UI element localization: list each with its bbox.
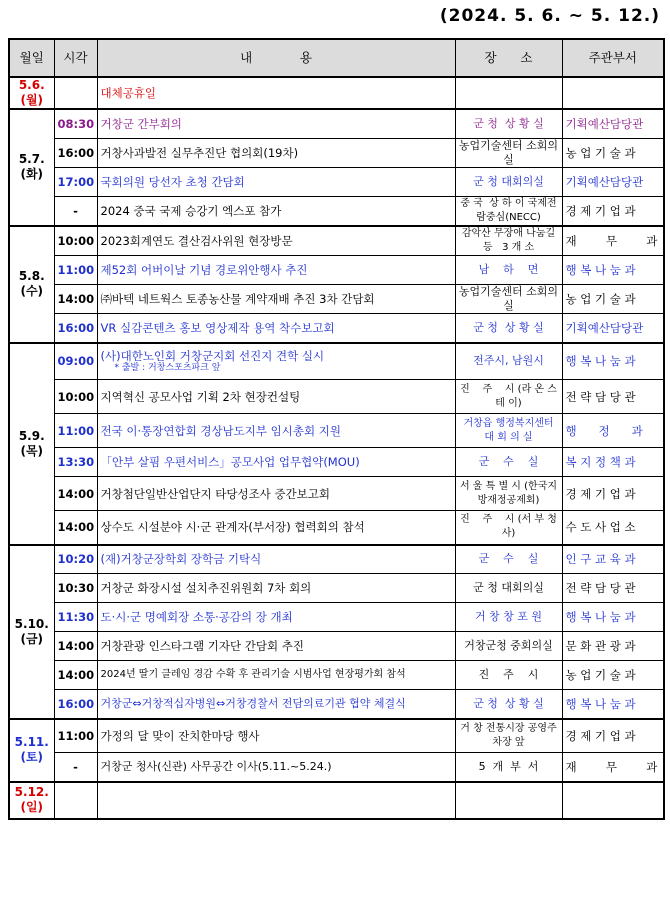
event-title: 거창군 간부회의 (100, 116, 182, 131)
table-row (9, 256, 664, 285)
event-title: VR 실감콘텐츠 홍보 영상제작 용역 착수보고회 (100, 320, 335, 335)
event-time: 09:00 (54, 343, 97, 380)
event-place: 5 개 부 서 (455, 753, 562, 782)
event-title: 대체공휴일 (100, 86, 157, 100)
event-place (455, 782, 562, 819)
event-title: 가정의 달 맞이 잔치한마당 행사 (100, 728, 260, 743)
table-row (9, 77, 664, 109)
event-department: 기획예산담당관 (562, 314, 664, 343)
event-place: 거 창 창 포 원 (455, 603, 562, 632)
event-content (97, 380, 455, 414)
event-place: 군 청 상 황 실 (455, 109, 562, 138)
event-content (97, 511, 455, 545)
table-row (9, 414, 664, 448)
event-content (97, 285, 455, 314)
event-place: 진 주 시 (서 부 청 사) (455, 511, 562, 545)
table-row (9, 690, 664, 719)
day-date: 5.6. (18, 78, 45, 92)
event-time: 11:00 (54, 414, 97, 448)
event-place: 남 하 면 (455, 256, 562, 285)
event-title: ㈜바텍 네트웍스 토종농산물 계약재배 추진 3차 간담회 (100, 292, 375, 306)
event-time: 14:00 (54, 632, 97, 661)
day-weekday: (목) (20, 443, 44, 458)
event-department: 수 도 사 업 소 (562, 511, 664, 545)
event-content (97, 661, 455, 690)
event-place: 거창읍 행정복지센터 대 회 의 실 (455, 414, 562, 448)
header-place: 장 소 (455, 39, 562, 77)
event-content (97, 343, 455, 380)
event-place: 거창군청 중회의실 (455, 632, 562, 661)
event-content (97, 574, 455, 603)
table-row (9, 314, 664, 343)
day-date: 5.10. (14, 616, 49, 631)
day-date: 5.8. (18, 269, 45, 283)
event-department: 행 복 나 눔 과 (562, 256, 664, 285)
event-department: 경 제 기 업 과 (562, 719, 664, 753)
event-department: 복 지 정 책 과 (562, 448, 664, 477)
event-content (97, 782, 455, 819)
table-row (9, 138, 664, 167)
day-date-cell (9, 77, 54, 109)
table-row (9, 380, 664, 414)
header-content: 내 용 (97, 39, 455, 77)
event-time: 10:20 (54, 545, 97, 574)
event-time: - (54, 196, 97, 226)
event-title: 제52회 어버이날 기념 경로위안행사 추진 (100, 263, 308, 277)
event-department: 인 구 교 육 과 (562, 545, 664, 574)
event-title: 2024년 딸기 클레임 경감 수확 후 관리기술 시범사업 현장평가회 참석 (100, 669, 406, 680)
day-date-cell (9, 109, 54, 226)
day-weekday: (화) (20, 167, 44, 182)
event-title: 거창군 청사(신관) 사무공간 이사(5.11.~5.24.) (100, 759, 332, 773)
event-time: 10:00 (54, 380, 97, 414)
event-time (54, 782, 97, 819)
event-time: 14:00 (54, 285, 97, 314)
table-row (9, 661, 664, 690)
event-department (562, 782, 664, 819)
event-content (97, 545, 455, 574)
event-place (455, 77, 562, 109)
table-row (9, 632, 664, 661)
event-title: 도·시·군 명예회장 소통·공감의 장 개최 (100, 610, 293, 624)
event-content (97, 138, 455, 167)
event-time: 16:00 (54, 138, 97, 167)
event-department: 경 제 기 업 과 (562, 196, 664, 226)
event-content (97, 448, 455, 477)
event-place: 중 국 상 하 이 국제전람중심(NECC) (455, 196, 562, 226)
day-date-cell (9, 226, 54, 343)
table-row (9, 109, 664, 138)
table-row (9, 603, 664, 632)
event-department: 농 업 기 술 과 (562, 661, 664, 690)
event-place: 전주시, 남원시 (455, 343, 562, 380)
event-content (97, 109, 455, 138)
weekly-schedule-table (8, 38, 665, 820)
day-date: 5.9. (18, 428, 45, 443)
event-time: 11:00 (54, 719, 97, 753)
day-date-cell (9, 719, 54, 782)
day-weekday: (월) (20, 93, 44, 107)
table-row (9, 719, 664, 753)
event-content (97, 477, 455, 511)
event-content (97, 414, 455, 448)
event-content (97, 77, 455, 109)
table-row (9, 545, 664, 574)
event-content (97, 196, 455, 226)
event-time: 13:30 (54, 448, 97, 477)
event-department: 재 무 과 (562, 226, 664, 256)
event-title: 거창군 화장시설 설치추진위원회 7차 회의 (100, 581, 312, 595)
event-title: 2024 중국 국제 승강기 엑스포 참가 (100, 203, 282, 218)
event-time: 10:30 (54, 574, 97, 603)
event-time: 17:00 (54, 167, 97, 196)
day-date-cell (9, 343, 54, 545)
event-content (97, 603, 455, 632)
day-weekday: (금) (20, 631, 44, 646)
table-row (9, 782, 664, 819)
event-place: 진 주 시 (라 온 스 테 이) (455, 380, 562, 414)
event-department: 행 복 나 눔 과 (562, 690, 664, 719)
event-department: 경 제 기 업 과 (562, 477, 664, 511)
table-row (9, 477, 664, 511)
event-time: 16:00 (54, 314, 97, 343)
event-place: 진 주 시 (455, 661, 562, 690)
event-title: 거창관광 인스타그램 기자단 간담회 추진 (100, 639, 304, 653)
table-row (9, 574, 664, 603)
event-time: 11:00 (54, 256, 97, 285)
event-content (97, 719, 455, 753)
event-department: 농 업 기 술 과 (562, 285, 664, 314)
event-place: 농업기술센터 소회의실 (455, 138, 562, 167)
event-title: 「안부 살핌 우편서비스」공모사업 업무협약(MOU) (100, 455, 360, 469)
event-place: 감악산 무장애 나눔길 등 3 개 소 (455, 226, 562, 256)
day-date: 5.11. (14, 735, 49, 749)
event-time: 16:00 (54, 690, 97, 719)
table-row (9, 343, 664, 380)
table-row (9, 196, 664, 226)
event-time (54, 77, 97, 109)
event-time: 14:00 (54, 661, 97, 690)
event-title: 2023회계연도 결산검사위원 현장방문 (100, 233, 293, 248)
event-place: 서 울 특 별 시 (한국지방재정공제회) (455, 477, 562, 511)
event-place: 군 수 실 (455, 448, 562, 477)
event-note: * 출발 : 거창스포츠파크 앞 (114, 362, 221, 373)
day-date: 5.12. (14, 785, 49, 799)
event-department: 전 략 담 당 관 (562, 380, 664, 414)
event-content (97, 256, 455, 285)
event-title: (사)대한노인회 거창군지회 선진지 견학 실시 (100, 348, 325, 363)
event-department: 전 략 담 당 관 (562, 574, 664, 603)
table-row (9, 511, 664, 545)
event-department: 기획예산담당관 (562, 109, 664, 138)
event-time: 10:00 (54, 226, 97, 256)
table-row (9, 753, 664, 782)
event-content (97, 226, 455, 256)
day-date-cell (9, 545, 54, 719)
event-title: 거창사과발전 실무추진단 협의회(19차) (100, 145, 299, 160)
event-content (97, 632, 455, 661)
table-row (9, 285, 664, 314)
day-weekday: (토) (20, 750, 44, 764)
event-time: 11:30 (54, 603, 97, 632)
day-date: 5.7. (18, 152, 45, 167)
event-time: - (54, 753, 97, 782)
event-title: 전국 이·통장연합회 경상남도지부 임시총회 지원 (100, 423, 341, 438)
event-title: 거창첨단일반산업단지 타당성조사 중간보고회 (100, 486, 330, 501)
header-time: 시각 (54, 39, 97, 77)
event-title: 상수도 시설분야 시·군 관계자(부서장) 협력회의 참석 (100, 520, 365, 535)
event-place: 거 창 전통시장 공영주차장 앞 (455, 719, 562, 753)
day-weekday: (일) (20, 800, 44, 814)
header-row (9, 39, 664, 77)
event-department: 기획예산담당관 (562, 167, 664, 196)
event-title: 거창군⇔거창적십자병원⇔거창경찰서 전담의료기관 협약 체결식 (100, 696, 406, 710)
event-content (97, 690, 455, 719)
event-place: 군 청 대회의실 (455, 574, 562, 603)
day-weekday: (수) (20, 284, 44, 298)
event-department: 재 무 과 (562, 753, 664, 782)
event-place: 군 청 상 황 실 (455, 690, 562, 719)
event-department: 문 화 관 광 과 (562, 632, 664, 661)
header-date: 월일 (9, 39, 54, 77)
event-department: 행 복 나 눔 과 (562, 603, 664, 632)
event-department: 행 복 나 눔 과 (562, 343, 664, 380)
event-time: 08:30 (54, 109, 97, 138)
event-department: 행 정 과 (562, 414, 664, 448)
event-time: 14:00 (54, 477, 97, 511)
day-date-cell (9, 782, 54, 819)
event-time: 14:00 (54, 511, 97, 545)
event-place: 농업기술센터 소회의실 (455, 285, 562, 314)
table-row (9, 167, 664, 196)
event-department (562, 77, 664, 109)
event-title: 국회의원 당선자 초청 간담회 (100, 174, 245, 189)
table-row (9, 448, 664, 477)
table-row (9, 226, 664, 256)
event-title: 지역혁신 공모사업 기획 2차 현장컨설팅 (100, 389, 301, 404)
event-title: (재)거창군장학회 장학금 기탁식 (100, 552, 262, 567)
event-content (97, 314, 455, 343)
event-content (97, 753, 455, 782)
header-dept: 주관부서 (562, 39, 664, 77)
event-content (97, 167, 455, 196)
event-place: 군 청 대회의실 (455, 167, 562, 196)
date-range: (2024. 5. 6. ~ 5. 12.) (439, 6, 660, 26)
event-department: 농 업 기 술 과 (562, 138, 664, 167)
event-place: 군 청 상 황 실 (455, 314, 562, 343)
event-place: 군 수 실 (455, 545, 562, 574)
